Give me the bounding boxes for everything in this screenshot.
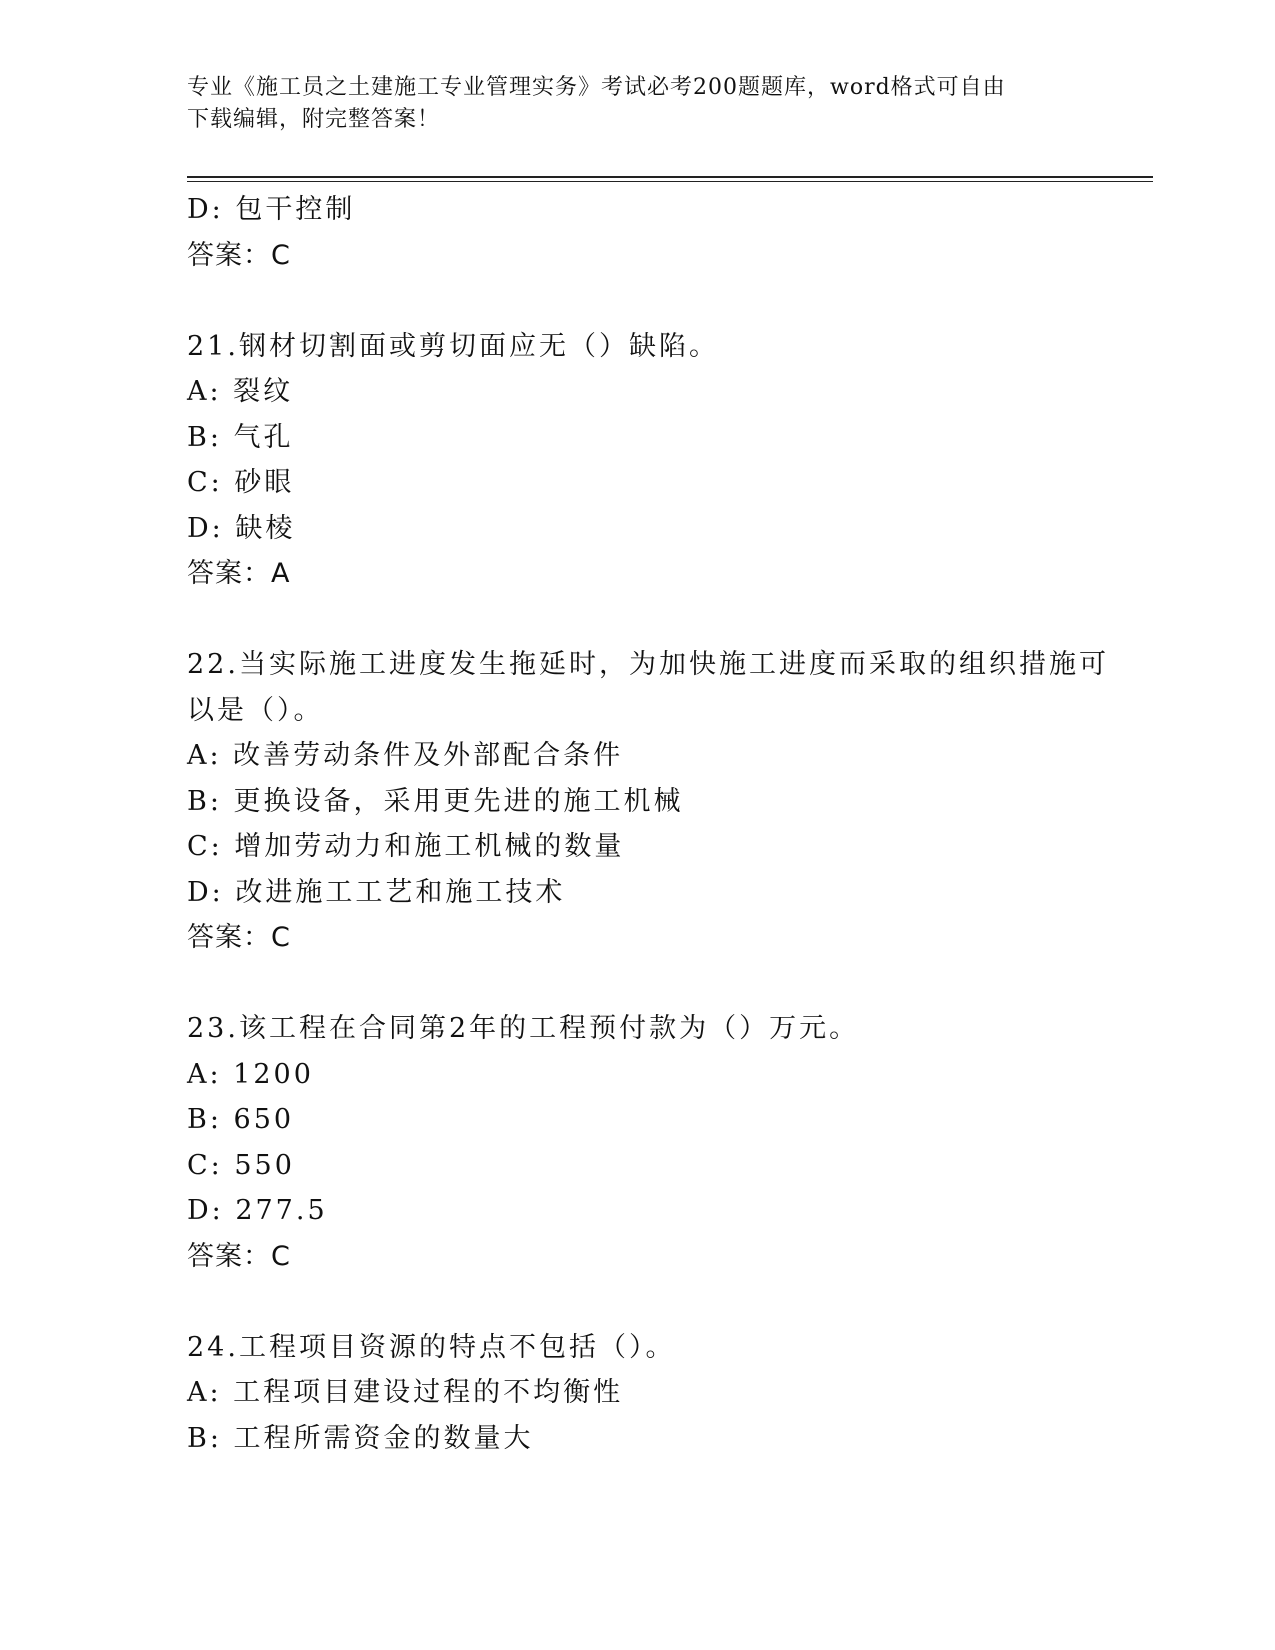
option-c: C: 550 xyxy=(187,1149,295,1181)
question-22 xyxy=(187,642,1109,961)
option-d: D: 277.5 xyxy=(187,1195,328,1226)
answer: 答案：A xyxy=(187,558,291,589)
spacer xyxy=(187,1279,1087,1325)
spacer xyxy=(187,597,1087,643)
option-d: D: 包干控制 xyxy=(187,194,356,225)
option-b: B: 工程所需资金的数量大 xyxy=(187,1422,534,1454)
question-stem: 23.该工程在合同第2年的工程预付款为（）万元。 xyxy=(187,1013,860,1044)
answer: 答案：C xyxy=(187,922,291,953)
question-23 xyxy=(187,1006,1087,1279)
spacer xyxy=(187,278,1087,324)
question-21 xyxy=(187,324,1087,597)
question-list xyxy=(187,187,1109,1461)
option-a: A: 1200 xyxy=(187,1058,314,1090)
spacer xyxy=(187,961,1087,1007)
option-b: B: 650 xyxy=(187,1104,295,1135)
answer: 答案：C xyxy=(187,1240,291,1272)
header-line-2: 下载编辑，附完整答案！ xyxy=(187,107,441,132)
header-line-1: 专业《施工员之土建施工专业管理实务》考试必考200题题库，word格式可自由 xyxy=(187,75,1006,100)
option-d: D: 改进施工工艺和施工技术 xyxy=(187,876,566,908)
option-a: A: 裂纹 xyxy=(187,376,294,407)
answer: 答案：C xyxy=(187,239,291,271)
question-stem: 21.钢材切割面或剪切面应无（）缺陷。 xyxy=(187,330,719,362)
option-a: A: 工程项目建设过程的不均衡性 xyxy=(187,1377,624,1408)
question-24 xyxy=(187,1325,1087,1462)
header-divider-thick xyxy=(187,176,1153,178)
header-divider-thin xyxy=(187,181,1153,182)
question-stem-line-1: 22.当实际施工进度发生拖延时，为加快施工进度而采取的组织措施可 xyxy=(187,649,1109,680)
option-b: B: 气孔 xyxy=(187,421,294,453)
question-stem: 24.工程项目资源的特点不包括（）。 xyxy=(187,1331,676,1363)
document-header xyxy=(187,72,1067,136)
question-stem-line-2: 以是（）。 xyxy=(187,694,324,726)
option-c: C: 增加劳动力和施工机械的数量 xyxy=(187,831,625,862)
option-d: D: 缺棱 xyxy=(187,512,296,544)
option-c: C: 砂眼 xyxy=(187,467,295,498)
option-b: B: 更换设备，采用更先进的施工机械 xyxy=(187,785,684,817)
option-a: A: 改善劳动条件及外部配合条件 xyxy=(187,740,624,771)
